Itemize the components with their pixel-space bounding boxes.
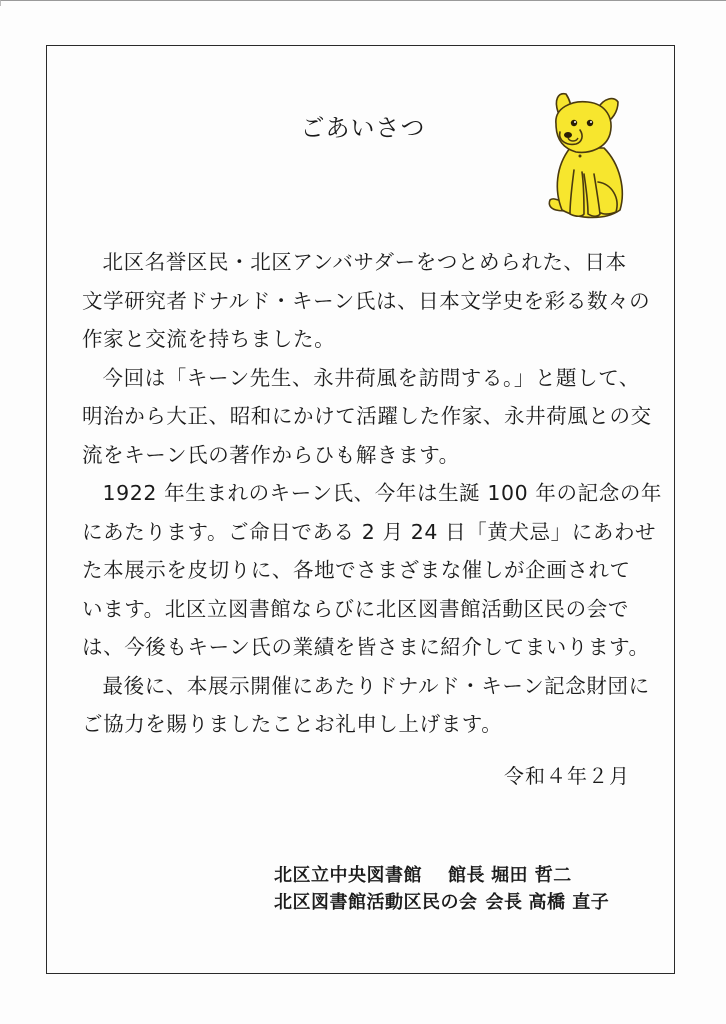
paragraph-1 bbox=[82, 243, 672, 359]
paragraph-line: た本展示を皮切りに、各地でさまざまな催しが企画されて bbox=[82, 558, 631, 582]
letter-date: 令和４年２月 bbox=[504, 764, 630, 788]
paragraph-line: 北区名誉区民・北区アンバサダーをつとめられた、日本 bbox=[102, 250, 627, 274]
dog-illustration-icon bbox=[540, 86, 632, 226]
paragraph-line: 明治から大正、昭和にかけて活躍した作家、永井荷風との交 bbox=[82, 404, 652, 428]
signature-role: 会長 bbox=[485, 892, 523, 913]
paragraph-line: います。北区立図書館ならびに北区図書館活動区民の会で bbox=[82, 596, 629, 621]
paragraph-line: にあたります。ご命日である 2 月 24 日「黄犬忌」にあわせ bbox=[82, 519, 657, 544]
paragraph-line: は、今後もキーン氏の業績を皆さまに紹介してまいります。 bbox=[82, 635, 650, 659]
signature-name: 堀田 哲二 bbox=[491, 865, 572, 886]
signature-block bbox=[274, 862, 654, 916]
paragraph-2 bbox=[82, 359, 672, 475]
signature-line bbox=[274, 889, 654, 916]
paragraph-line: 流をキーン氏の著作からひも解きます。 bbox=[82, 442, 460, 467]
paragraph-line: 文学研究者ドナルド・キーン氏は、日本文学史を彩る数々の bbox=[82, 288, 651, 313]
paragraph-line: 1922 年生まれのキーン氏、今年は生誕 100 年の記念の年 bbox=[102, 481, 663, 505]
signature-name: 高橋 直子 bbox=[528, 892, 610, 913]
scan-edge bbox=[0, 0, 726, 6]
signature-line bbox=[274, 862, 654, 889]
paragraph-line: 最後に、本展示開催にあたりドナルド・キーン記念財団に bbox=[102, 673, 650, 698]
signature-role: 館長 bbox=[448, 865, 485, 886]
signature-org: 北区立中央図書館 bbox=[274, 865, 422, 886]
signature-org: 北区図書館活動区民の会 bbox=[274, 892, 478, 913]
paragraph-line: ご協力を賜りましたことお礼申し上げます。 bbox=[82, 712, 503, 736]
page-title: ごあいさつ bbox=[300, 114, 426, 142]
paragraph-4 bbox=[82, 667, 672, 744]
letter-body bbox=[82, 243, 672, 744]
paragraph-3 bbox=[82, 474, 672, 667]
paragraph-line: 今回は「キーン先生、永井荷風を訪問する。」と題して、 bbox=[102, 365, 641, 390]
paragraph-line: 作家と交流を持ちました。 bbox=[82, 327, 336, 351]
